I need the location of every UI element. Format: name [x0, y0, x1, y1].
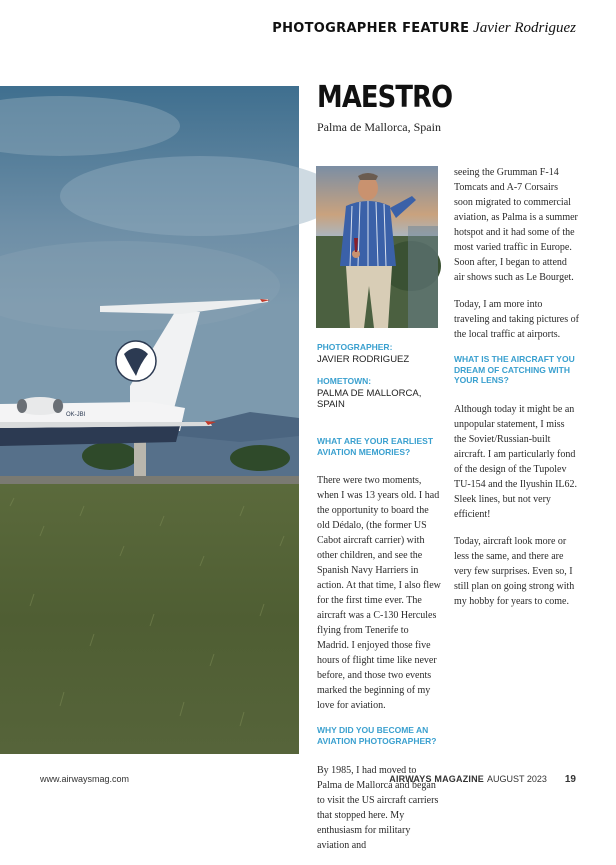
answer-why-photographer-today: Today, I am more into traveling and taking pictures of the local traffic at airports. — [454, 299, 579, 340]
photographer-label: PHOTOGRAPHER: — [317, 342, 393, 352]
magazine-name: AIRWAYS MAGAZINE — [389, 774, 484, 784]
question-why-photographer: WHY DID YOU BECOME AN AVIATION PHOTOGRAPHER? — [317, 725, 437, 746]
page-number: 19 — [564, 774, 576, 785]
answer-why-photographer: By 1985, I had moved to Palma de Mallorca and began to visit the US aircraft carriers that stopped here. My enthusiasm for military aviation and — [317, 764, 439, 851]
hometown-label: HOMETOWN: — [317, 376, 372, 386]
page-header — [272, 20, 576, 37]
question-dream-aircraft: WHAT IS THE AIRCRAFT YOU DREAM OF CATCHING WITH YOUR LENS? — [454, 354, 575, 386]
photographer-portrait — [316, 166, 438, 328]
question-earliest-memories: WHAT ARE YOUR EARLIEST AVIATION MEMORIES? — [317, 436, 434, 457]
section-kicker: PHOTOGRAPHER FEATURE — [272, 21, 470, 36]
hometown-value: PALMA DE MALLORCA, SPAIN — [317, 387, 422, 410]
aircraft-photo — [0, 86, 299, 754]
photographer-name-header: Javier Rodriguez — [473, 20, 576, 36]
issue-date: AUGUST 2023 — [487, 774, 547, 784]
left-column — [317, 436, 443, 865]
right-column — [454, 165, 579, 621]
photographer-value: JAVIER RODRIGUEZ — [317, 353, 410, 365]
page-footer — [40, 774, 576, 785]
answer-dream-aircraft-today: Today, aircraft look more or less the same, and there are very few surprises. Even so, I still plan on going strong with my hobby for years to come. — [454, 535, 575, 607]
tail-registration: OK-JBI — [66, 412, 86, 418]
article-subtitle: Palma de Mallorca, Spain — [317, 120, 441, 134]
answer-dream-aircraft: Although today it might be an unpopular statement, I miss the Soviet/Russian-built aircraft. I am particularly fond of the design of the Tupolev TU-154 and the Ilyushin IL62. Sleek lines, but not very efficient! — [454, 403, 578, 520]
photographer-meta — [317, 342, 447, 365]
article-title: MAESTRO — [317, 80, 453, 115]
answer-why-photographer-continued: seeing the Grumman F-14 Tomcats and A-7 Corsairs soon migrated to commercial aviation, as Palma is a summer hotspot and it had some of the most varied traffic in Europe. Soon after, I began to attend air shows such as Le Bourget. — [454, 167, 578, 283]
answer-earliest-memories: There were two moments, when I was 13 years old. I had the opportunity to board the old Dédalo, (the former US Cabot aircraft carrier) with other children, and see the Spanish Navy Harriers in action. At that time, I also flew for the first time ever. The aircraft was a C-130 Hercules flying from Tenerife to Madrid. I enjoyed those five hours of flight time like never before, and those two events marked the beginning of my love for aviation. — [317, 475, 441, 712]
hometown-meta — [317, 376, 447, 410]
footer-url[interactable]: www.airwaysmag.com — [40, 774, 130, 784]
footer-right — [389, 774, 576, 785]
